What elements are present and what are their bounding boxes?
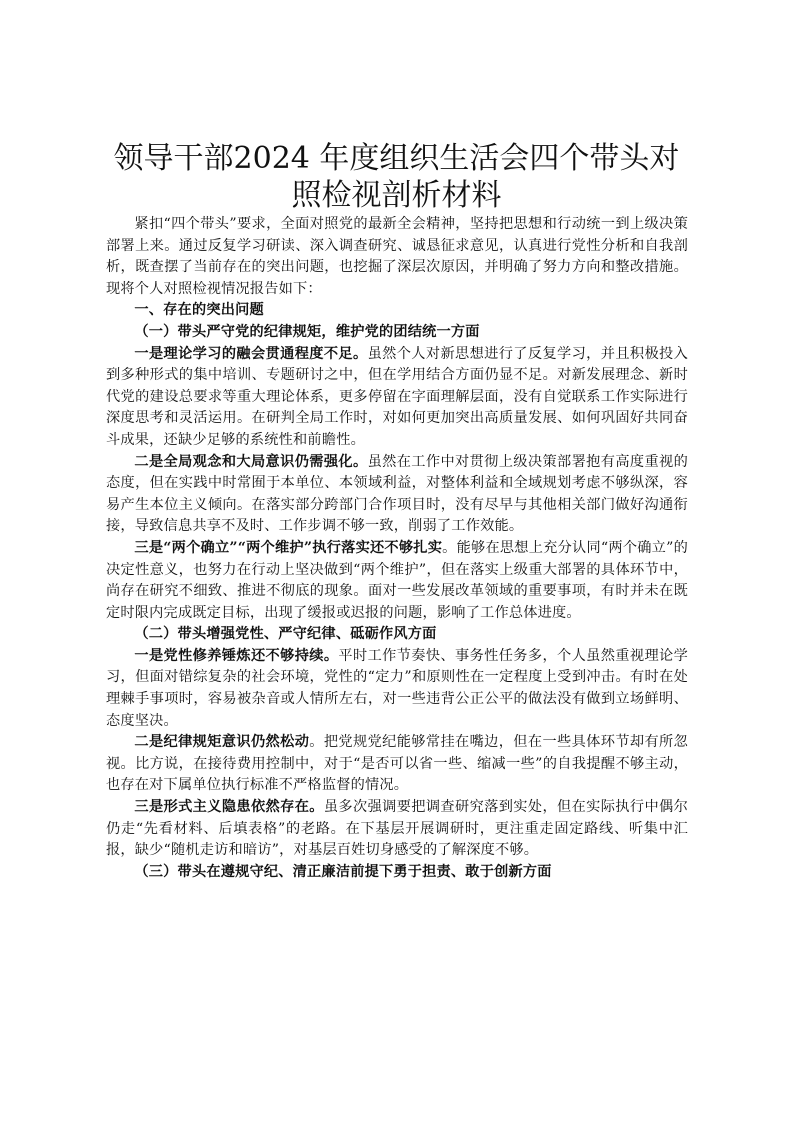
problem-paragraph xyxy=(106,344,688,452)
section-heading-problems: 一、存在的突出问题 xyxy=(134,302,264,319)
document-body xyxy=(106,214,688,883)
paragraph-lead: 一是理论学习的融会贯通程度不足。 xyxy=(134,345,368,362)
paragraph-text: 虽多次强调要把调查研究落到实处，但在实际执行中偶尔仍走“先看材料、后填表格”的老路。在下基层开展调研时，更注重走固定路线、听集中汇报，缺少“随机走访和暗访”，对基层百姓切身感受的了解深度不够。 xyxy=(106,799,688,859)
document-title: 领导干部2024 年度组织生活会四个带头对照检视剖析材料 xyxy=(113,141,680,213)
problem-paragraph xyxy=(106,646,688,732)
paragraph-text: 虽然在工作中对贯彻上级决策部署抱有高度重视的态度，但在实践中时常囿于本单位、本领域利益，对整体利益和全域规划考虑不够纵深，容易产生本位主义倾向。在落实部分跨部门合作项目时，没有尽早与其他相关部门做好沟通衔接，导致信息共享不及时、工作步调不够一致，削弱了工作效能。 xyxy=(106,453,689,535)
problem-paragraph xyxy=(106,538,688,624)
problem-paragraph xyxy=(106,732,688,797)
problem-paragraph xyxy=(106,797,688,862)
paragraph-lead: 二是全局观念和大局意识仍需强化。 xyxy=(134,453,368,470)
paragraph-text: 虽然个人对新思想进行了反复学习，并且积极投入到多种形式的集中培训、专题研讨之中，但在学用结合方面仍显不足。对新发展理念、新时代党的建设总要求等重大理论体系，更多停留在字面理解层面，没有自觉联系工作实际进行深度思考和灵活运用。在研判全局工作时，对如何更加突出高质量发展、如何巩固好共同奋斗成果，还缺少足够的系统性和前瞻性。 xyxy=(106,345,689,448)
intro-paragraph: 紧扣“四个带头”要求，全面对照党的最新全会精神，坚持把思想和行动统一到上级决策部署上来。通过反复学习研读、深入调查研究、诚恳征求意见，认真进行党性分析和自我剖析，既查摆了当前存在的突出问题，也挖掘了深层次原因，并明确了努力方向和整改措施。现将个人对照检视情况报告如下： xyxy=(106,216,688,297)
paragraph-lead: 三是“两个确立”“两个维护”执行落实还不够扎实 xyxy=(134,539,443,556)
paragraph-text: 。能够在思想上充分认同“两个确立”的决定性意义，也努力在行动上坚决做到“两个维护”，但在落实上级重大部署的具体环节中，尚存在研究不细致、推进不彻底的现象。面对一些发展改革领域的重要事项，有时并未在既定时限内完成既定目标，出现了缓报或迟报的问题，影响了工作总体进度。 xyxy=(106,539,688,621)
problem-paragraph xyxy=(106,452,688,538)
subsection-heading-2: （二）带头增强党性、严守纪律、砥砺作风方面 xyxy=(134,626,437,643)
paragraph-text: 。把党规党纪能够常挂在嘴边，但在一些具体环节却有所忽视。比方说，在接待费用控制中，对于“是否可以省一些、缩减一些”的自我提醒不够主动，也存在对下属单位执行标准不严格监督的情况。 xyxy=(106,734,689,794)
subsection-heading-1: （一）带头严守党的纪律规矩，维护党的团结统一方面 xyxy=(134,323,480,340)
paragraph-lead: 三是形式主义隐患依然存在。 xyxy=(134,799,324,816)
paragraph-text: 平时工作节奏快、事务性任务多，个人虽然重视理论学习，但面对错综复杂的社会环境，党性的“定力”和原则性在一定程度上受到冲击。有时在处理棘手事项时，容易被杂音或人情所左右，对一些违背公正公平的做法没有做到立场鲜明、态度坚决。 xyxy=(106,647,688,729)
paragraph-lead: 一是党性修养锤炼还不够持续。 xyxy=(134,647,339,664)
subsection-heading-3: （三）带头在遵规守纪、清正廉洁前提下勇于担责、敢于创新方面 xyxy=(134,863,552,880)
paragraph-lead: 二是纪律规矩意识仍然松动 xyxy=(134,734,310,751)
